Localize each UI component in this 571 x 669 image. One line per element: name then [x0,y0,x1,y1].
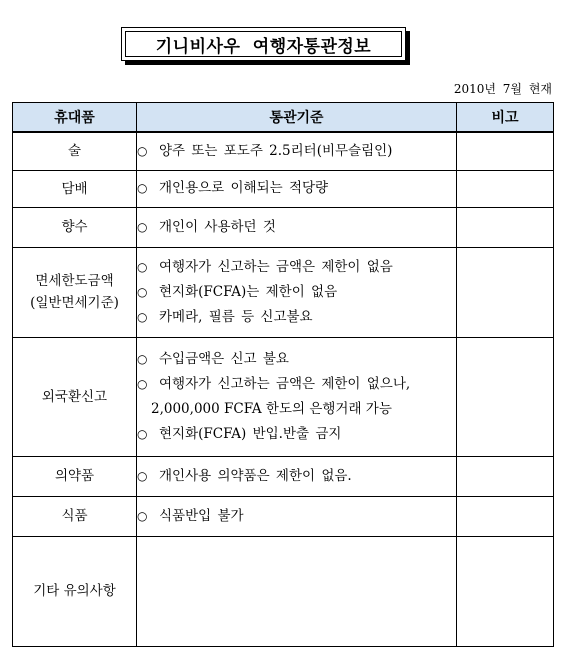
criteria-text: 여행자가 신고하는 금액은 제한이 없으나, [159,375,411,392]
criteria-text: 개인이 사용하던 것 [159,218,276,235]
criteria-item [137,422,456,447]
table-body [13,132,554,646]
table-row [13,536,554,646]
criteria-text: 여행자가 신고하는 금액은 제한이 없음 [159,258,393,275]
table-row [13,337,554,456]
criteria-cell [137,456,457,496]
header-items: 휴대품 [13,103,137,133]
criteria-item [137,464,456,489]
circle-bullet-icon: ○ [137,309,148,324]
item-category: 향수 [61,219,88,235]
criteria-text: 수입금액은 신고 불요 [159,350,289,367]
item-category-cell [13,337,137,456]
criteria-item [137,255,456,280]
criteria-item [137,280,456,305]
circle-bullet-icon: ○ [137,351,148,366]
criteria-text: 현지화(FCFA) 반입.반출 금지 [159,425,342,442]
item-category: 의약품 [54,468,95,484]
remarks-cell [457,337,554,456]
remarks-cell [457,247,554,337]
criteria-text: 개인사용 의약품은 제한이 없음. [159,467,352,484]
item-category-cell [13,132,137,170]
circle-bullet-icon: ○ [137,259,148,274]
table-row [13,496,554,536]
criteria-text: 현지화(FCFA)는 제한이 없음 [159,283,338,300]
item-category: 식품 [61,508,88,524]
criteria-item [137,215,456,240]
item-category-cell [13,456,137,496]
header-criteria: 통관기준 [137,103,457,133]
remarks-cell [457,536,554,646]
circle-bullet-icon: ○ [137,468,148,483]
date-note: 2010년 7월 현재 [453,82,552,96]
header-remarks: 비고 [457,103,554,133]
item-category: 기타 유의사항 [33,583,116,599]
criteria-text: 카메라, 필름 등 신고불요 [159,308,313,325]
criteria-item [137,305,456,330]
criteria-cell [137,337,457,456]
item-category-cell [13,207,137,247]
item-category-cell [13,496,137,536]
table-row [13,456,554,496]
table-row [13,247,554,337]
remarks-cell [457,456,554,496]
table-row [13,207,554,247]
item-category: 면세한도금액 [35,273,114,289]
criteria-text: 식품반입 불가 [159,507,244,524]
criteria-cell [137,170,457,207]
criteria-item [137,139,456,164]
item-category: (일반면세기준) [30,295,119,311]
circle-bullet-icon: ○ [137,376,148,391]
criteria-text: 양주 또는 포도주 2.5리터(비무슬림인) [159,142,393,159]
criteria-item [137,372,456,397]
item-category-cell [13,536,137,646]
circle-bullet-icon: ○ [137,181,148,195]
circle-bullet-icon: ○ [137,284,148,299]
remarks-cell [457,132,554,170]
criteria-text-continuation: 2,000,000 FCFA 한도의 은행거래 가능 [151,400,392,417]
title-box [121,27,406,61]
circle-bullet-icon: ○ [137,426,148,441]
item-category: 술 [67,143,82,160]
criteria-text: 개인용으로 이해되는 적당량 [159,180,329,196]
item-category-cell [13,247,137,337]
table-row [13,170,554,207]
criteria-cell [137,247,457,337]
criteria-cell [137,207,457,247]
item-category: 외국환신고 [41,388,108,405]
table-header-row [13,103,554,133]
customs-table [12,102,554,647]
circle-bullet-icon: ○ [137,143,148,158]
page-title: 기니비사우 여행자통관정보 [125,31,402,57]
table-row [13,132,554,170]
criteria-item [137,347,456,372]
item-category: 담배 [61,180,88,197]
criteria-cell [137,496,457,536]
remarks-cell [457,207,554,247]
circle-bullet-icon: ○ [137,508,148,523]
remarks-cell [457,170,554,207]
criteria-item [137,176,456,201]
criteria-item [137,504,456,529]
criteria-cell [137,132,457,170]
item-category-cell [13,170,137,207]
remarks-cell [457,496,554,536]
criteria-cell [137,536,457,646]
circle-bullet-icon: ○ [137,219,148,234]
